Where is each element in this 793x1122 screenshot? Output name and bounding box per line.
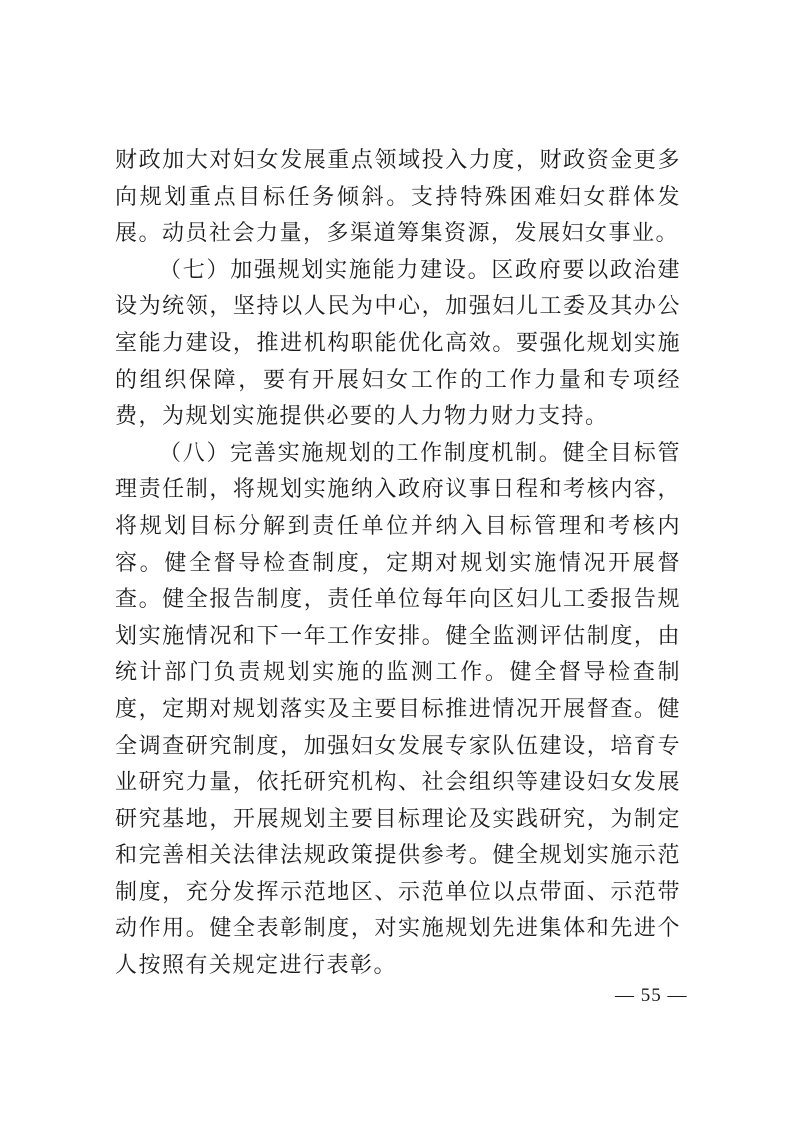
page-number: — 55 — [615, 985, 688, 1006]
paragraph-work-mechanism: （八）完善实施规划的工作制度机制。健全目标管理责任制，将规划实施纳入政府议事日程和考核内容，将规划目标分解到责任单位并纳入目标管理和考核内容。健全督导检查制度，定期对规划实施情况开展督查。健全报告制度，责任单位每年向区妇儿工委报告规划实施情况和下一年工作安排。健全监测评估制度，由统计部门负责规划实施的监测工作。健全督导检查制度，定期对规划落实及主要目标推进情况开展督查。健全调查研究制度，加强妇女发展专家队伍建设，培育专业研究力量，依托研究机构、社会组织等建设妇女发展研究基地，开展规划主要目标理论及实践研究，为制定和完善相关法律法规政策提供参考。健全规划实施示范制度，充分发挥示范地区、示范单位以点带面、示范带动作用。健全表彰制度，对实施规划先进集体和先进个人按照有关规定进行表彰。 [115, 440, 681, 979]
paragraph-capacity-building: （七）加强规划实施能力建设。区政府要以政治建设为统领，坚持以人民为中心，加强妇儿工委及其办公室能力建设，推进机构职能优化高效。要强化规划实施的组织保障，要有开展妇女工作的工作力量和专项经费，为规划实施提供必要的人力物力财力支持。 [115, 257, 681, 430]
body-text [115, 143, 681, 985]
paragraph-funding: 财政加大对妇女发展重点领域投入力度，财政资金更多向规划重点目标任务倾斜。支持特殊困难妇女群体发展。动员社会力量，多渠道筹集资源，发展妇女事业。 [115, 148, 681, 247]
